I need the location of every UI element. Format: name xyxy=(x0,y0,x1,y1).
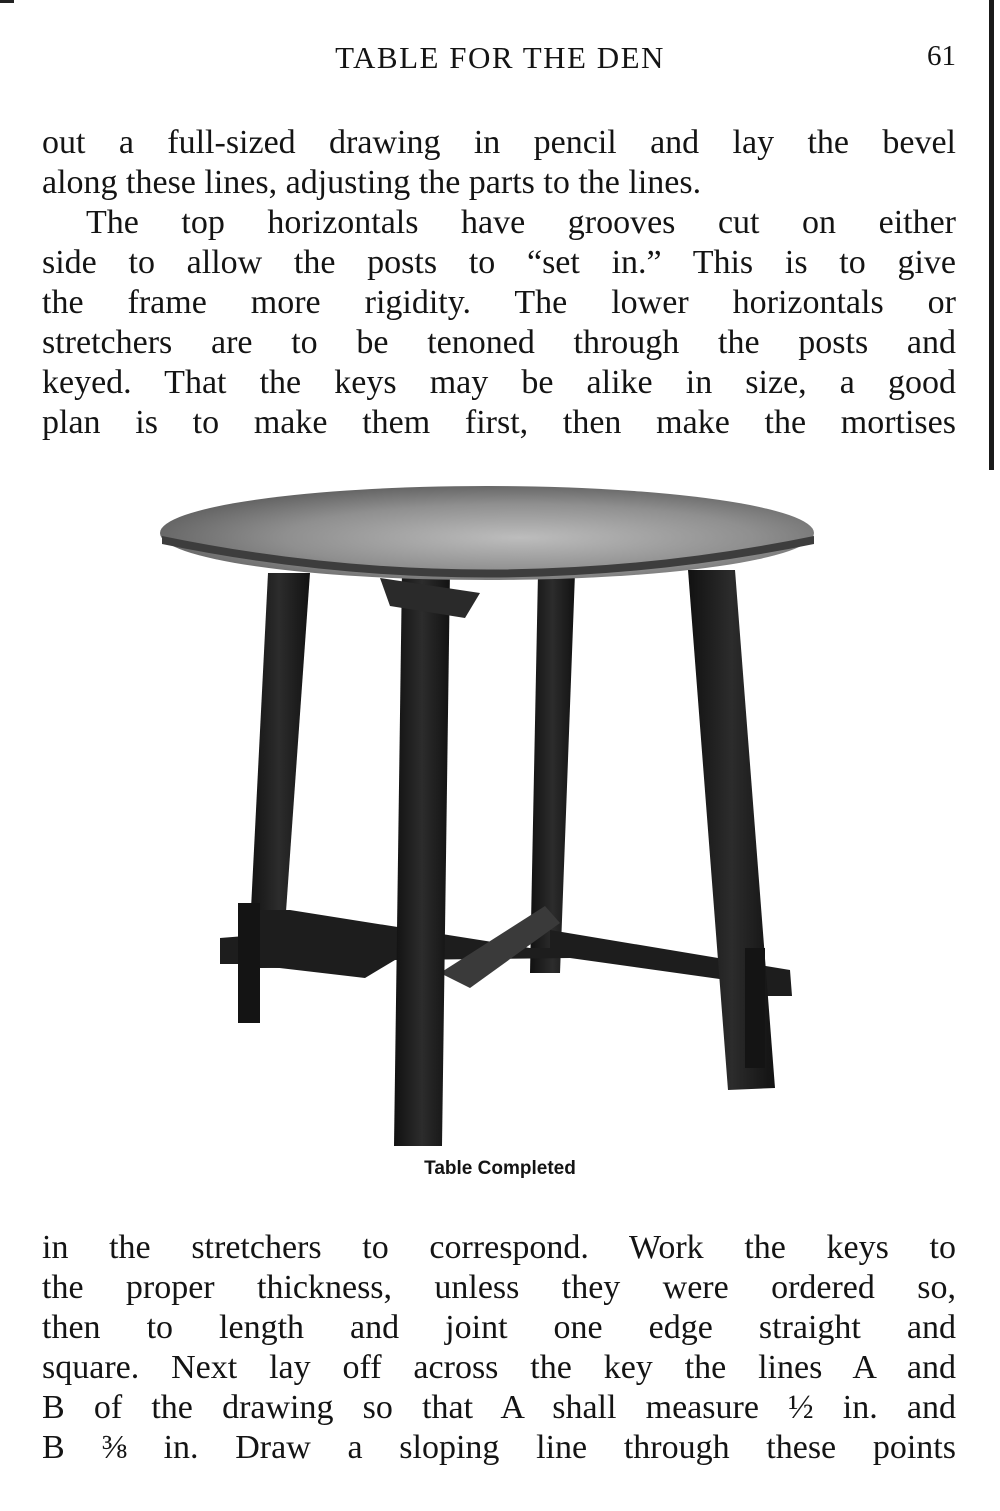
table-top xyxy=(160,486,814,580)
text-line: out a full-sized drawing in pencil and lay the bevel xyxy=(42,124,956,161)
text-line: The top horizontals have grooves cut on either xyxy=(86,204,956,241)
text-line: the proper thickness, unless they were ordered so, xyxy=(42,1269,956,1306)
page-number: 61 xyxy=(927,40,956,72)
text-line: keyed. That the keys may be alike in size, a good xyxy=(42,364,956,401)
running-title: TABLE FOR THE DEN xyxy=(335,40,665,75)
text-line: stretchers are to be tenoned through the posts and xyxy=(42,324,956,361)
scan-mark xyxy=(0,0,14,3)
table-photo xyxy=(150,478,850,1158)
figure-caption: Table Completed xyxy=(424,1158,576,1179)
text-line: then to length and joint one edge straight and xyxy=(42,1309,956,1346)
text-line: side to allow the posts to “set in.” This is to give xyxy=(42,244,956,281)
body-text-top xyxy=(42,123,956,443)
text-line: B ⅜ in. Draw a sloping line through these points xyxy=(42,1429,956,1466)
page-header xyxy=(0,40,1000,80)
text-line: B of the drawing so that A shall measure ½ in. and xyxy=(42,1389,956,1426)
text-line: the frame more rigidity. The lower horizontals or xyxy=(42,284,956,321)
text-line: plan is to make them first, then make the mortises xyxy=(42,404,956,441)
front-leg xyxy=(394,570,450,1146)
table-illustration xyxy=(150,478,850,1158)
body-text-bottom xyxy=(42,1228,956,1468)
text-line: along these lines, adjusting the parts to the lines. xyxy=(42,164,702,201)
key-left xyxy=(238,903,260,1023)
text-line: square. Next lay off across the key the lines A and xyxy=(42,1349,956,1386)
text-line: in the stretchers to correspond. Work the keys to xyxy=(42,1229,956,1266)
key-right xyxy=(745,948,765,1068)
